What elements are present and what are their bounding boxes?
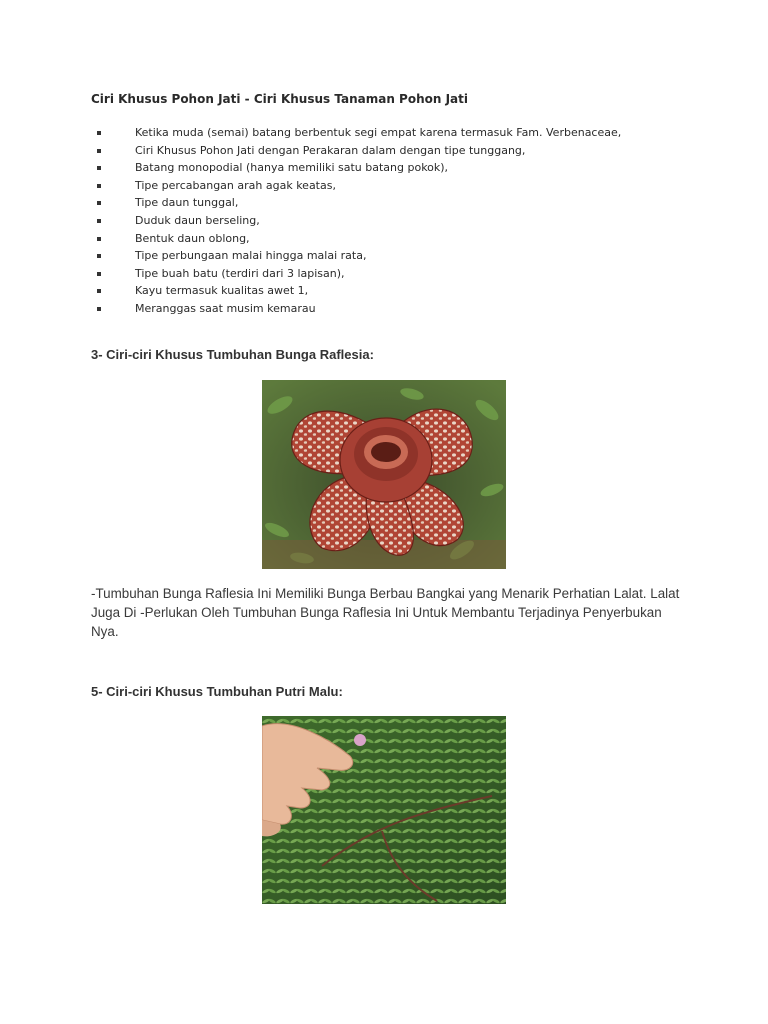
bullet-icon <box>97 254 101 258</box>
bullet-icon <box>97 166 101 170</box>
bullet-icon <box>97 272 101 276</box>
bullet-icon <box>97 149 101 153</box>
bullet-icon <box>97 201 101 205</box>
putri-malu-photo <box>262 716 506 904</box>
bullet-icon <box>97 184 101 188</box>
list-item: Tipe percabangan arah agak keatas, <box>91 177 691 195</box>
list-item: Tipe perbungaan malai hingga malai rata, <box>91 247 691 265</box>
bullet-icon <box>97 307 101 311</box>
bullet-icon <box>97 131 101 135</box>
list-item: Batang monopodial (hanya memiliki satu batang pokok), <box>91 159 691 177</box>
heading-jati: Ciri Khusus Pohon Jati - Ciri Khusus Tanaman Pohon Jati <box>91 92 468 106</box>
list-item: Ketika muda (semai) batang berbentuk segi empat karena termasuk Fam. Verbenaceae, <box>91 124 691 142</box>
list-item: Bentuk daun oblong, <box>91 230 691 248</box>
jati-list <box>91 124 691 318</box>
heading-putri-malu: 5- Ciri-ciri Khusus Tumbuhan Putri Malu: <box>91 684 343 699</box>
list-item: Tipe buah batu (terdiri dari 3 lapisan), <box>91 265 691 283</box>
bullet-icon <box>97 237 101 241</box>
bullet-icon <box>97 289 101 293</box>
heading-rafflesia: 3- Ciri-ciri Khusus Tumbuhan Bunga Raflesia: <box>91 347 374 362</box>
bullet-icon <box>97 219 101 223</box>
list-item: Ciri Khusus Pohon Jati dengan Perakaran dalam dengan tipe tunggang, <box>91 142 691 160</box>
rafflesia-photo <box>262 380 506 569</box>
rafflesia-paragraph: -Tumbuhan Bunga Raflesia Ini Memiliki Bunga Berbau Bangkai yang Menarik Perhatian Lalat. Lalat Juga Di -Perlukan Oleh Tumbuhan Bunga Raflesia Ini Untuk Membantu Terjadinya Penyerbukan Nya. <box>91 586 680 639</box>
list-item: Kayu termasuk kualitas awet 1, <box>91 282 691 300</box>
list-item: Meranggas saat musim kemarau <box>91 300 691 318</box>
list-item: Duduk daun berseling, <box>91 212 691 230</box>
list-item: Tipe daun tunggal, <box>91 194 691 212</box>
